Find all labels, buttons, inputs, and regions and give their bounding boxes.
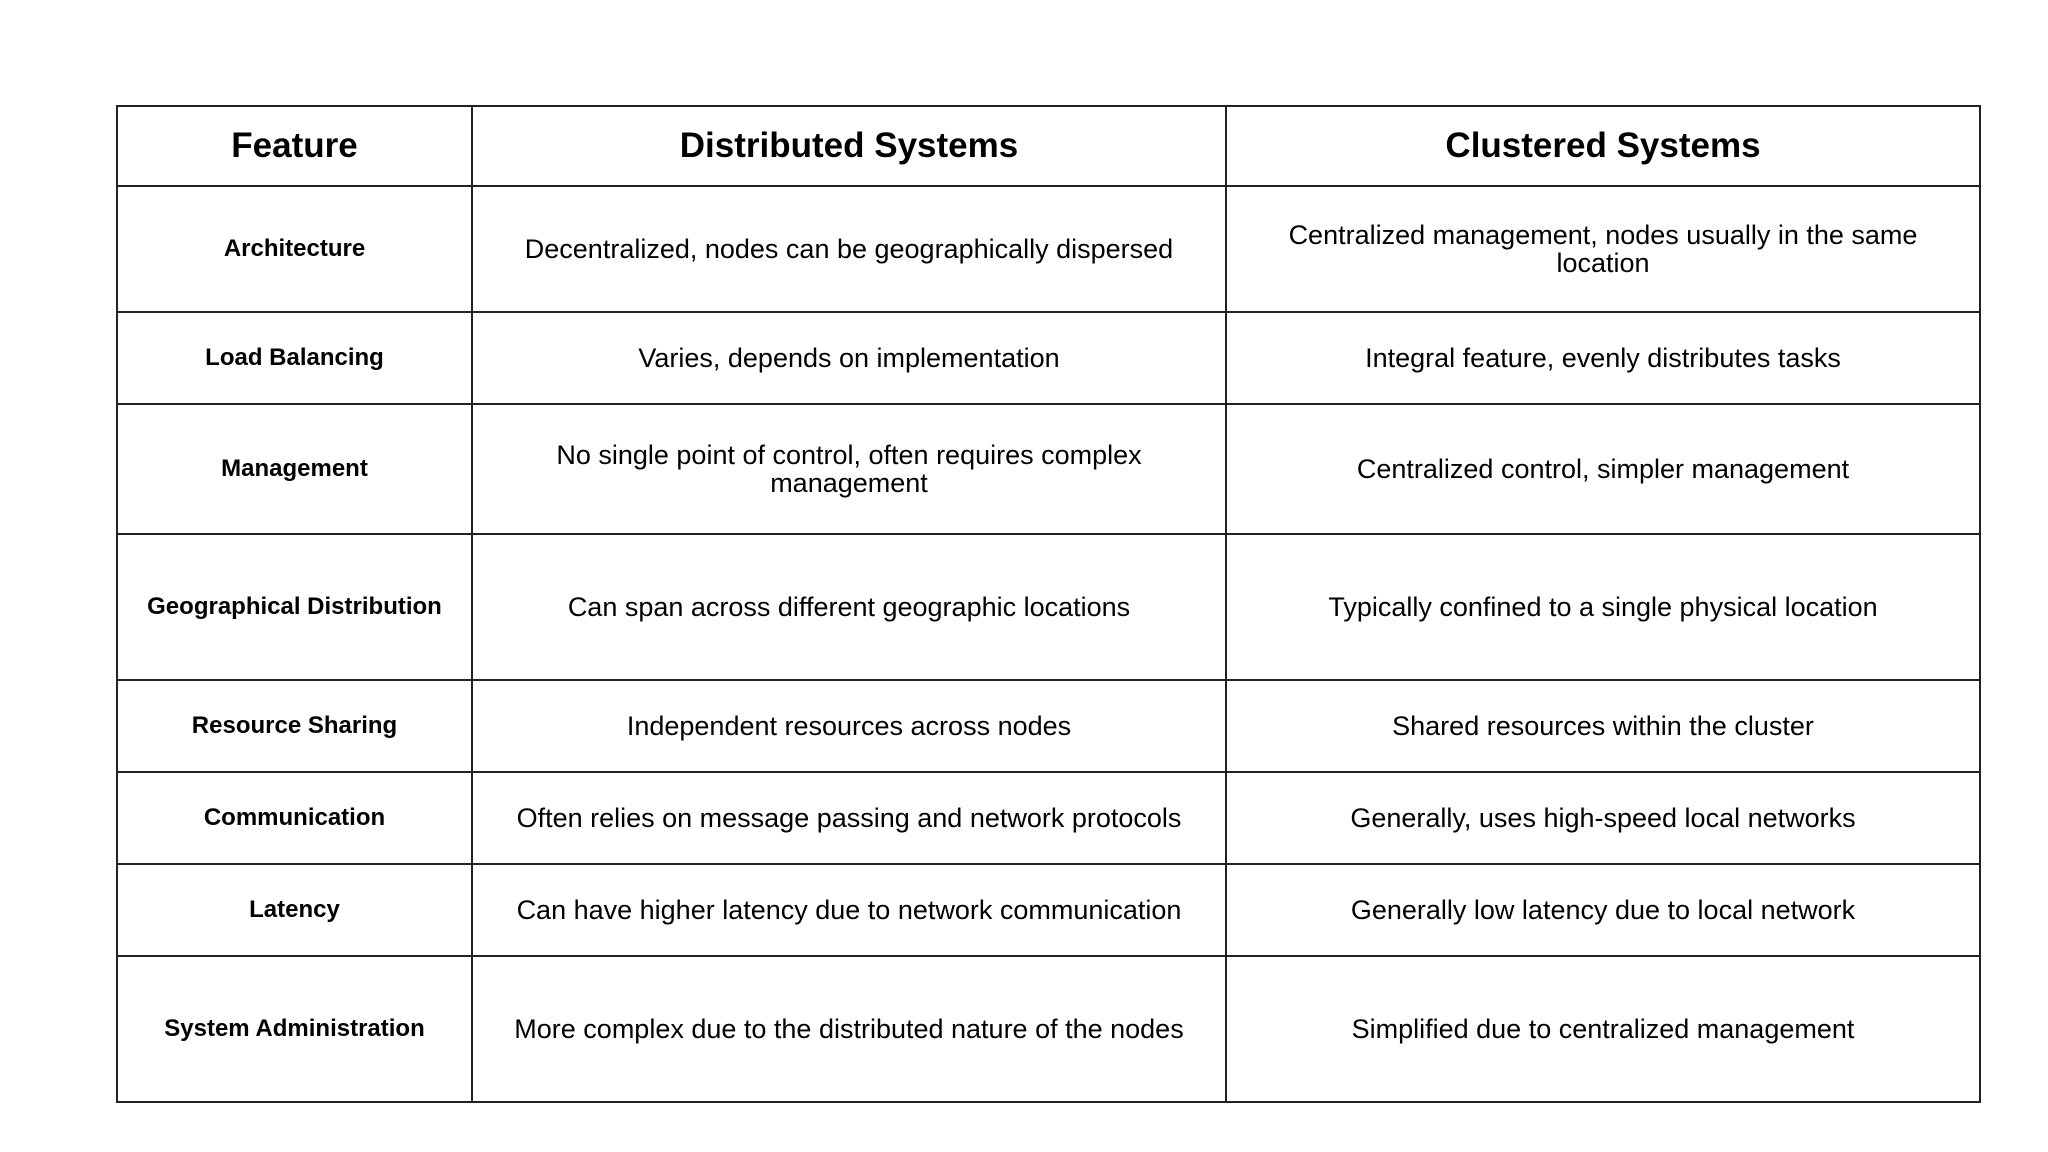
distributed-cell: Can have higher latency due to network communication — [472, 864, 1226, 956]
clustered-cell: Typically confined to a single physical location — [1226, 534, 1980, 680]
distributed-cell: Often relies on message passing and network protocols — [472, 772, 1226, 864]
clustered-cell: Centralized control, simpler management — [1226, 404, 1980, 534]
feature-cell: Communication — [117, 772, 472, 864]
comparison-table — [116, 105, 1981, 1103]
table-row — [117, 772, 1980, 864]
distributed-cell: More complex due to the distributed nature of the nodes — [472, 956, 1226, 1102]
feature-cell: Load Balancing — [117, 312, 472, 404]
feature-cell: Management — [117, 404, 472, 534]
feature-cell: System Administration — [117, 956, 472, 1102]
table-row — [117, 680, 1980, 772]
header-distributed-systems: Distributed Systems — [472, 106, 1226, 186]
clustered-cell: Integral feature, evenly distributes tasks — [1226, 312, 1980, 404]
distributed-cell: Decentralized, nodes can be geographically dispersed — [472, 186, 1226, 312]
table-row — [117, 186, 1980, 312]
feature-cell: Latency — [117, 864, 472, 956]
table-row — [117, 312, 1980, 404]
header-row — [117, 106, 1980, 186]
clustered-cell: Centralized management, nodes usually in the same location — [1226, 186, 1980, 312]
feature-cell: Architecture — [117, 186, 472, 312]
clustered-cell: Shared resources within the cluster — [1226, 680, 1980, 772]
distributed-cell: Independent resources across nodes — [472, 680, 1226, 772]
table-row — [117, 956, 1980, 1102]
distributed-cell: No single point of control, often requires complex management — [472, 404, 1226, 534]
header-feature: Feature — [117, 106, 472, 186]
feature-cell: Geographical Distribution — [117, 534, 472, 680]
table-row — [117, 534, 1980, 680]
clustered-cell: Generally, uses high-speed local networks — [1226, 772, 1980, 864]
header-clustered-systems: Clustered Systems — [1226, 106, 1980, 186]
distributed-cell: Varies, depends on implementation — [472, 312, 1226, 404]
distributed-cell: Can span across different geographic locations — [472, 534, 1226, 680]
clustered-cell: Generally low latency due to local network — [1226, 864, 1980, 956]
table-row — [117, 864, 1980, 956]
table-row — [117, 404, 1980, 534]
clustered-cell: Simplified due to centralized management — [1226, 956, 1980, 1102]
feature-cell: Resource Sharing — [117, 680, 472, 772]
